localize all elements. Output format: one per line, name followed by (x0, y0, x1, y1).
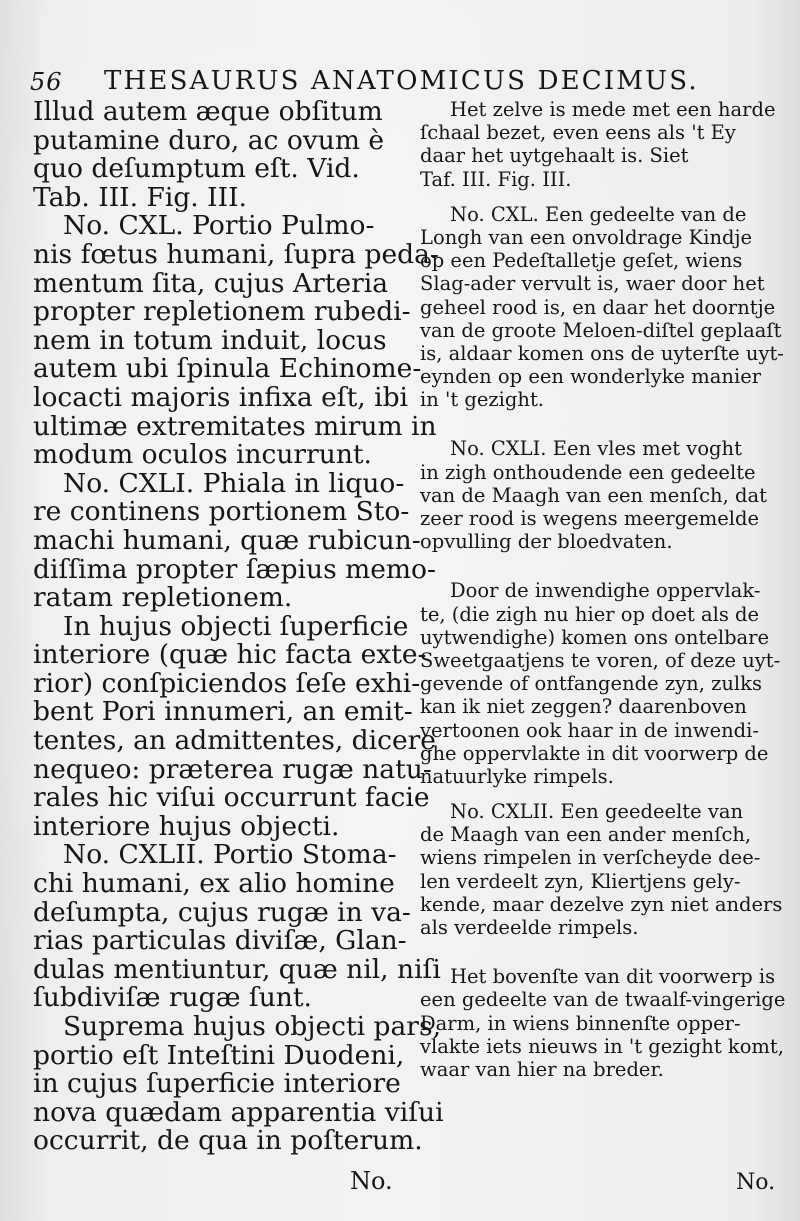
entry-heading-cxl: No. CXL. Een gedeelte van de (450, 202, 747, 226)
text-line: is, aldaar komen ons de uyterſte uyt- (420, 341, 784, 365)
text-line: ſubdiviſæ rugæ ſunt. (33, 982, 312, 1014)
text-line: van de groote Meloen-diſtel geplaaſt (420, 318, 782, 342)
paragraph-start: Het zelve is mede met een harde (450, 98, 776, 121)
text-line: wiens rimpelen in verſcheyde dee- (420, 846, 761, 870)
text-line: te, (die zigh nu hier op doet als de (420, 602, 760, 626)
text-line: locacti majoris infixa eſt, ibi (33, 381, 409, 413)
entry-heading-cxli: No. CXLI. Phiala in liquo- (63, 467, 405, 499)
text-line: Slag-ader vervult is, waer door het (420, 272, 765, 296)
text-line: een gedeelte van de twaalf-vingerige (420, 988, 786, 1012)
entry-heading-cxlii: No. CXLII. Portio Stoma- (63, 839, 397, 871)
text-line: geheel rood is, en daar het doorntje (420, 295, 776, 319)
text-line: in zigh onthoudende een gedeelte (420, 460, 756, 484)
paragraph-start: Suprema hujus objecti pars, (63, 1011, 441, 1042)
text-line: ghe oppervlakte in dit voorwerp de (420, 741, 769, 765)
text-line: in 't gezight. (420, 388, 544, 412)
text-line: waar van hier na breder. (420, 1057, 664, 1081)
text-line: rior) conſpiciendos ſeſe exhi- (33, 667, 421, 699)
paragraph-start: Het bovenſte van dit voorwerp is (450, 965, 776, 989)
text-line: ultimæ extremitates mirum in (33, 410, 437, 442)
text-line: natuurlyke rimpels. (420, 764, 614, 788)
spacer (420, 411, 770, 437)
text-line: rias particulas diviſæ, Glan- (33, 925, 407, 957)
text-line: Darm, in wiens binnenſte opper- (420, 1011, 741, 1035)
text-line: chi humani, ex alio homine (33, 868, 395, 900)
text-line: modum oculos incurrunt. (33, 439, 372, 471)
text-line: nova quædam apparentia viſui (33, 1096, 444, 1128)
text-line: kan ik niet zeggen? daarenboven (420, 695, 747, 719)
text-line: interiore hujus objecti. (33, 810, 340, 842)
text-line: van de Maagh van een menſch, dat (420, 483, 767, 507)
text-line: in cujus ſuperficie interiore (33, 1068, 401, 1100)
latin-column (33, 96, 444, 1157)
text-line: nis fœtus humani, ſupra peda- (33, 238, 439, 270)
text-line: ratam repletionem. (33, 582, 293, 614)
text-line: diſſima propter ſæpius memo- (33, 553, 436, 585)
text-line: als verdeelde rimpels. (420, 916, 639, 939)
text-line: op een Pedeſtalletje geſet, wiens (420, 249, 743, 273)
text-line: gevende of ontfangende zyn, zulks (420, 672, 762, 696)
dutch-column (420, 98, 786, 1081)
text-line: vlakte iets nieuws in 't gezight komt, (420, 1034, 784, 1058)
text-line: de Maagh van een ander menſch, (420, 823, 752, 847)
text-line: portio eſt Inteſtini Duodeni, (33, 1039, 405, 1071)
text-line: occurrit, de qua in poſterum. (33, 1125, 423, 1157)
text-line: nequeo: præterea rugæ natu- (33, 753, 432, 785)
text-line: Taf. III. Fig. III. (420, 167, 572, 191)
text-line: Sweetgaatjens te voren, of deze uyt- (420, 648, 781, 672)
text-line: interiore (quæ hic facta exte- (33, 639, 427, 671)
spacer (420, 191, 770, 203)
text-line: ſchaal bezet, even eens als 't Ey (420, 121, 736, 145)
spacer (420, 939, 770, 965)
text-line: Illud autem æque obſitum (33, 96, 383, 127)
text-line: putamine duro, ac ovum è (33, 124, 385, 156)
catchword-dutch: No. (736, 1170, 776, 1195)
text-line: kende, maar dezelve zyn niet anders (420, 892, 783, 916)
text-line: Longh van een onvoldrage Kindje (420, 225, 753, 249)
text-line: daar het uytgehaalt is. Siet (420, 144, 689, 168)
entry-heading-cxl: No. CXL. Portio Pulmo- (63, 210, 375, 242)
entry-heading-cxli: No. CXLI. Een vles met voght (450, 437, 742, 461)
text-line: propter repletionem rubedi- (33, 296, 411, 328)
catchword-latin: No. (350, 1167, 393, 1195)
paragraph-start: In hujus objecti ſuperficie (63, 610, 409, 642)
text-line: len verdeelt zyn, Kliertjens gely- (420, 869, 741, 893)
text-line: uytwendighe) komen ons ontelbare (420, 625, 770, 649)
text-line: dulas mentiuntur, quæ nil, niſi (33, 953, 441, 985)
text-line: quo deſumptum eſt. Vid. (33, 153, 360, 185)
running-title: THESAURUS ANATOMICUS DECIMUS. (104, 66, 699, 96)
page-number: 56 (30, 68, 63, 96)
text-line: opvulling der bloedvaten. (420, 530, 673, 554)
text-line: rales hic viſui occurrunt facie (33, 782, 430, 814)
text-line: bent Pori innumeri, an emit- (33, 696, 413, 728)
text-line: mentum ſita, cujus Arteria (33, 267, 389, 299)
text-line: re continens portionem Sto- (33, 496, 410, 528)
text-line: nem in totum induit, locus (33, 324, 387, 356)
text-line: zeer rood is wegens meergemelde (420, 507, 760, 530)
text-line: vertoonen ook haar in de inwendi- (420, 718, 759, 742)
text-line: deſumpta, cujus rugæ in va- (33, 896, 411, 928)
text-line: machi humani, quæ rubicun- (33, 524, 421, 556)
paragraph-start: Door de inwendighe oppervlak- (450, 579, 761, 603)
text-line: tentes, an admittentes, dicere (33, 725, 436, 757)
text-line: Tab. III. Fig. III. (33, 181, 247, 213)
entry-heading-cxlii: No. CXLII. Een geedeelte van (450, 800, 744, 824)
spacer (420, 788, 770, 800)
text-line: eynden op een wonderlyke manier (420, 365, 762, 389)
spacer (420, 553, 770, 579)
text-line: autem ubi ſpinula Echinome- (33, 353, 422, 385)
